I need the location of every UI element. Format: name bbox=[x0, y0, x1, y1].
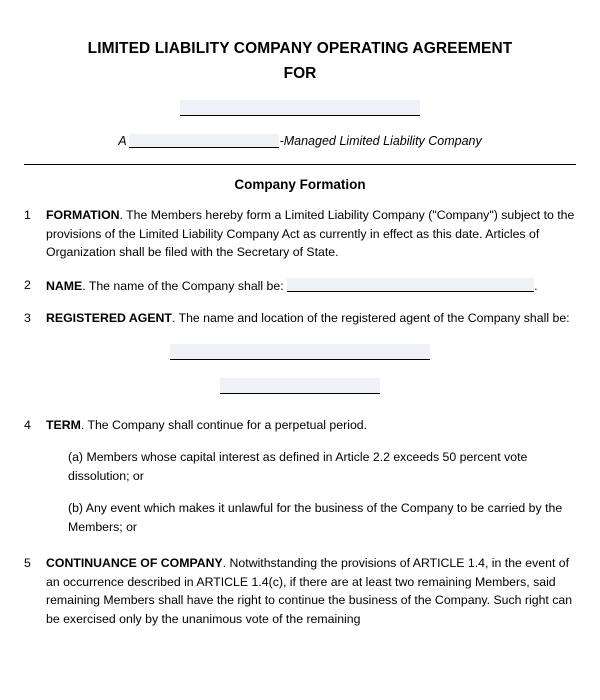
clause-text bbox=[46, 416, 576, 537]
company-name-input[interactable] bbox=[180, 100, 420, 116]
clause-label: CONTINUANCE OF COMPANY bbox=[46, 556, 223, 570]
clause-body-text: . The Members hereby form a Limited Liability Company ("Company") subject to the provisions of the Limited Liability Company Act as currently in effect as this date. Articles of Organization shall be filed with the Secretary of State. bbox=[46, 208, 575, 259]
clause-continuance bbox=[24, 554, 576, 628]
clause-label: TERM bbox=[46, 417, 81, 432]
registered-agent-name-input[interactable] bbox=[170, 344, 430, 360]
clause-name bbox=[24, 276, 576, 296]
page-title: LIMITED LIABILITY COMPANY OPERATING AGREEMENT bbox=[87, 40, 513, 57]
clause-text bbox=[46, 276, 576, 296]
clause-tail: . bbox=[534, 278, 538, 293]
clause-number: 5 bbox=[24, 556, 31, 570]
clause-text bbox=[46, 554, 576, 628]
registered-agent-name-row bbox=[24, 344, 576, 360]
registered-agent-location-input[interactable] bbox=[220, 378, 380, 394]
clause-number: 2 bbox=[24, 277, 31, 292]
clause-body-text: . The name of the Company shall be: bbox=[82, 278, 284, 293]
clause-number: 1 bbox=[24, 208, 31, 222]
registered-agent-location-row bbox=[24, 378, 576, 394]
subclause-a: (a) Members whose capital interest as defined in Article 2.2 exceeds 50 percent vote dissolution; or bbox=[68, 450, 528, 483]
company-name-blank-row bbox=[24, 100, 576, 116]
clause-label: NAME bbox=[46, 278, 83, 293]
clause-text bbox=[46, 309, 576, 328]
clause-term bbox=[24, 416, 576, 537]
clause-label: FORMATION bbox=[46, 208, 120, 222]
divider bbox=[24, 164, 576, 165]
page-title-for: FOR bbox=[283, 65, 317, 82]
clause-registered-agent bbox=[24, 309, 576, 328]
clause-formation bbox=[24, 206, 576, 262]
clause-number: 4 bbox=[24, 417, 31, 432]
clause-body-text: . Notwithstanding the provisions of ARTICLE 1.4, in the event of an occurrence described in ARTICLE 1.4(c), if there are at least two remaining Members, said remaining Members shall have the right to continue the business of the Company. Such right can be exercised only by the unanimous vote of the remaining bbox=[46, 556, 573, 626]
subclause-b: (b) Any event which makes it unlawful for the business of the Company to be carried by the Members; or bbox=[68, 501, 563, 534]
management-type-input[interactable] bbox=[129, 134, 279, 148]
clause-number: 3 bbox=[24, 311, 31, 325]
clause-label: REGISTERED AGENT bbox=[46, 311, 172, 325]
section-heading: Company Formation bbox=[234, 177, 366, 192]
clause-text bbox=[46, 206, 576, 262]
clause-body-text: . The name and location of the registered agent of the Company shall be: bbox=[171, 311, 570, 325]
subtitle-prefix: A bbox=[118, 134, 127, 148]
company-legal-name-input[interactable] bbox=[287, 278, 534, 292]
subtitle bbox=[24, 134, 576, 148]
clause-body-text: . The Company shall continue for a perpetual period. bbox=[80, 417, 368, 432]
subtitle-suffix: -Managed Limited Liability Company bbox=[279, 134, 482, 148]
